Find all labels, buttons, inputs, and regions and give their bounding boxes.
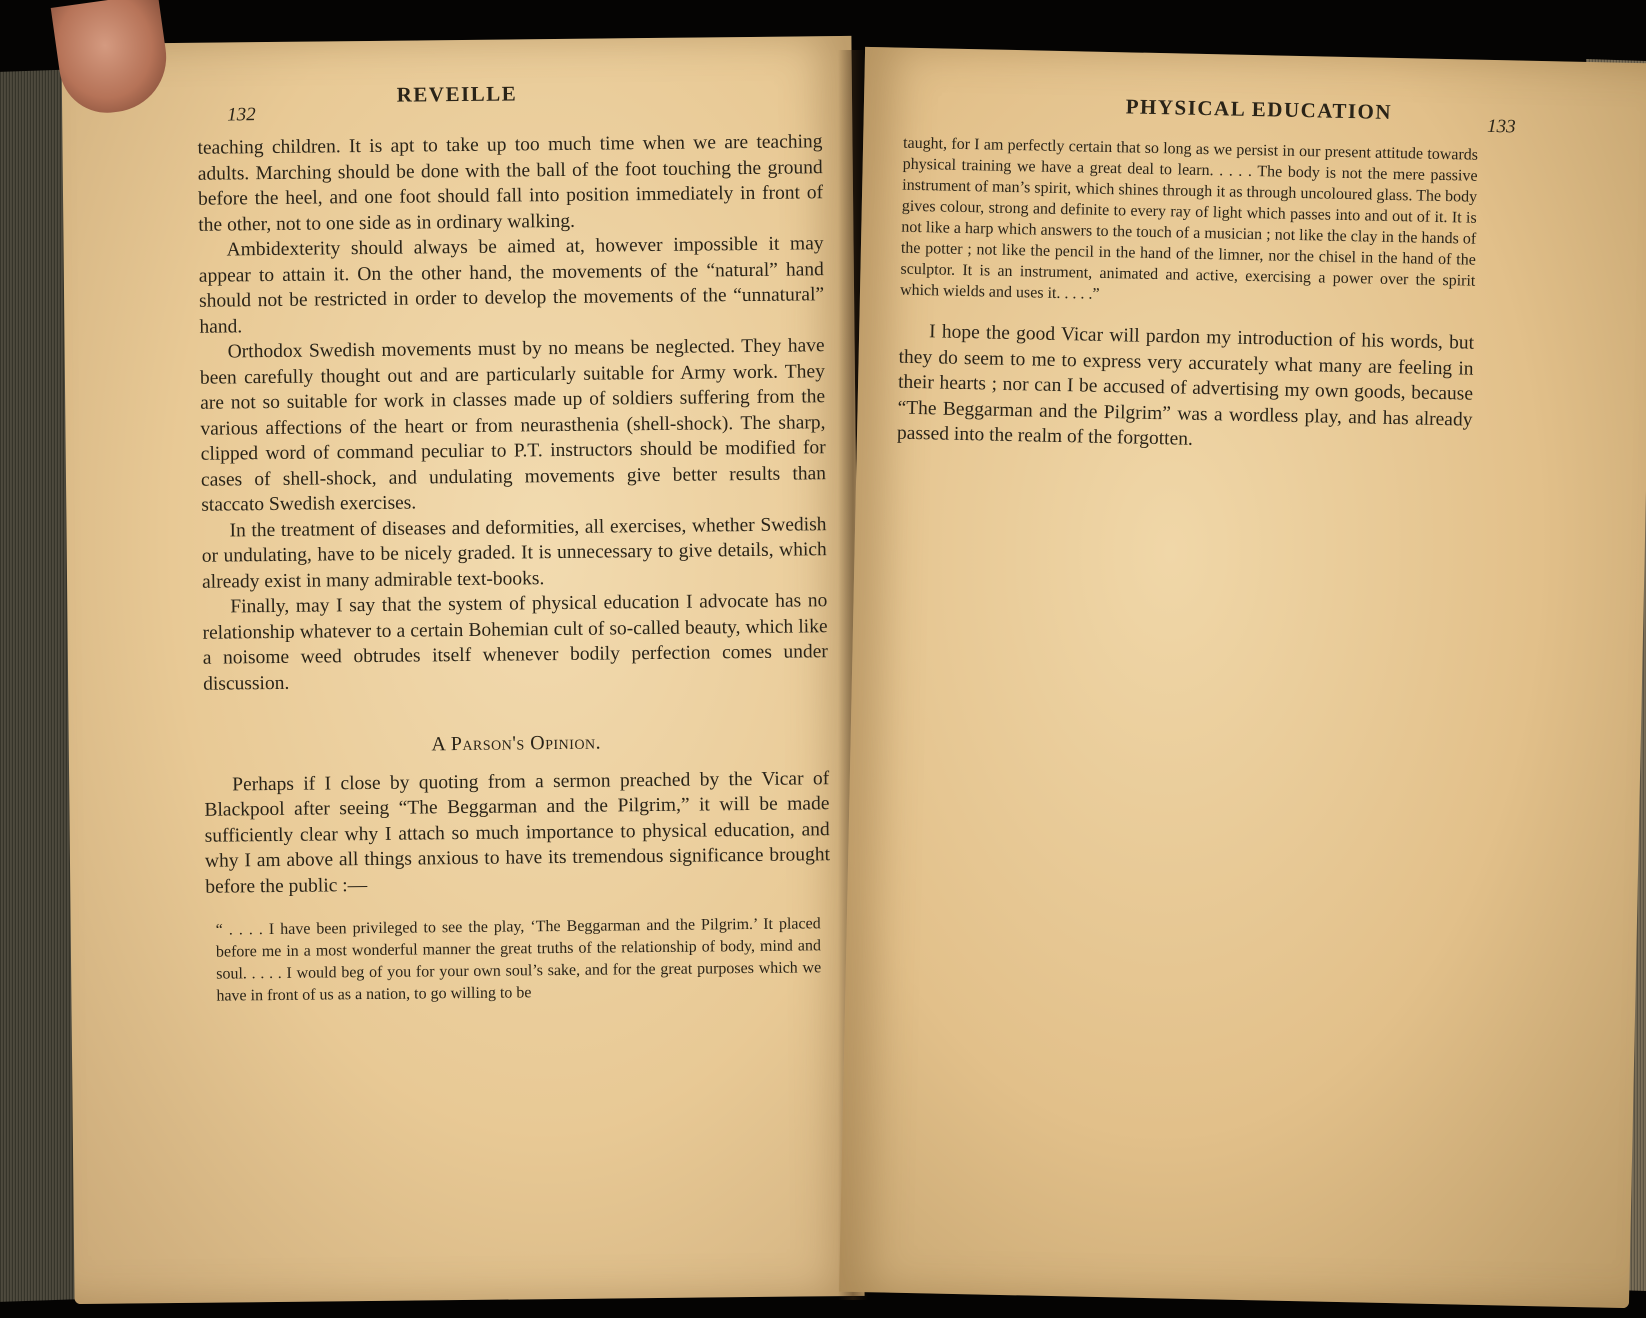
paragraph: Perhaps if I close by quoting from a sermon preached by the Vicar of Blackpool after seeing “The Beggarman and the Pilgrim,” it will be made sufficiently clear why I attach so much importance to physical education, and why I am above all things anxious to have its tremendous significance brought before the public :— bbox=[204, 767, 831, 898]
paragraph: In the treatment of diseases and deformities, all exercises, whether Swedish or undulating, have to be nicely graded. It is unnecessary to give details, which already exist in many admirable text-books. bbox=[201, 513, 827, 593]
paragraph: Finally, may I say that the system of physical education I advocate has no relationship whatever to a certain Bohemian cult of so-called beauty, which like a noisome weed obtrudes itself whenever bodily perfection comes under discussion. bbox=[202, 590, 828, 695]
paragraph: teaching children. It is apt to take up too much time when we are teaching adults. Marching should be done with the ball of the foot touching the ground before the heel, and one foot should fall into position immediately in front of the other, not to one side as in ordinary walking. bbox=[197, 131, 824, 236]
block-quote: “ . . . . I have been privileged to see the play, ‘The Beggarman and the Pilgrim.’ It placed before me in a most wonderful manner the great truths of the relationship of body, mind and soul. . . . . I would beg of you for your own soul’s sake, and for the great purposes which we have in front of us as a nation, to go willing to be bbox=[215, 915, 822, 1005]
left-running-header: REVEILLE bbox=[396, 81, 518, 107]
section-heading: A Parson's Opinion. bbox=[431, 731, 602, 756]
left-page-number: 132 bbox=[227, 104, 256, 126]
paragraph: Ambidexterity should always be aimed at, however impossible it may appear to attain it. On the other hand, the movements of the “natural” hand should not be restricted in order to develop the movements of the “unnatural” hand. bbox=[198, 233, 825, 338]
paragraph: I hope the good Vicar will pardon my introduction of his words, but they do seem to me to express very accurately what many are feeling in their hearts ; nor can I be accused of advertising my own goods, because “The Beggarman and the Pilgrim” was a wordless play, and has already passed into the realm of the forgotten. bbox=[896, 321, 1475, 450]
paragraph: Orthodox Swedish movements must by no means be neglected. They have been carefully thought out and are particularly suitable for Army work. They are not so suitable for work in classes made up of soldiers suffering from the various affections of the heart or from neurasthenia (shell-shock). The sharp, clipped word of command peculiar to P.T. instructors should be modified for cases of shell-shock, and undulating movements give better results than staccato Swedish exercises. bbox=[199, 335, 827, 516]
right-page-body bbox=[897, 133, 1478, 458]
right-page bbox=[839, 47, 1646, 1308]
left-page-body bbox=[197, 129, 831, 1007]
block-quote-continued: taught, for I am perfectly certain that so long as we persist in our present attitude towards physical training we have a great deal to learn. . . . . The body is not the mere passive instrument of man’s spirit, which shines through it as through uncoloured glass. The body gives colour, strong and definite to every ray of light which passes into and out of it. It is not like a harp which answers to the touch of a musician ; not like the clay in the hands of the potter ; not like the pencil in the hand of the limner, nor the chisel in the hand of the sculptor. It is an instrument, animated and active, exercising a power over the spirit which wields and uses it. . . . .” bbox=[899, 134, 1479, 303]
right-page-number: 133 bbox=[1486, 115, 1516, 138]
left-page bbox=[61, 36, 864, 1304]
right-running-header: PHYSICAL EDUCATION bbox=[1125, 94, 1393, 124]
